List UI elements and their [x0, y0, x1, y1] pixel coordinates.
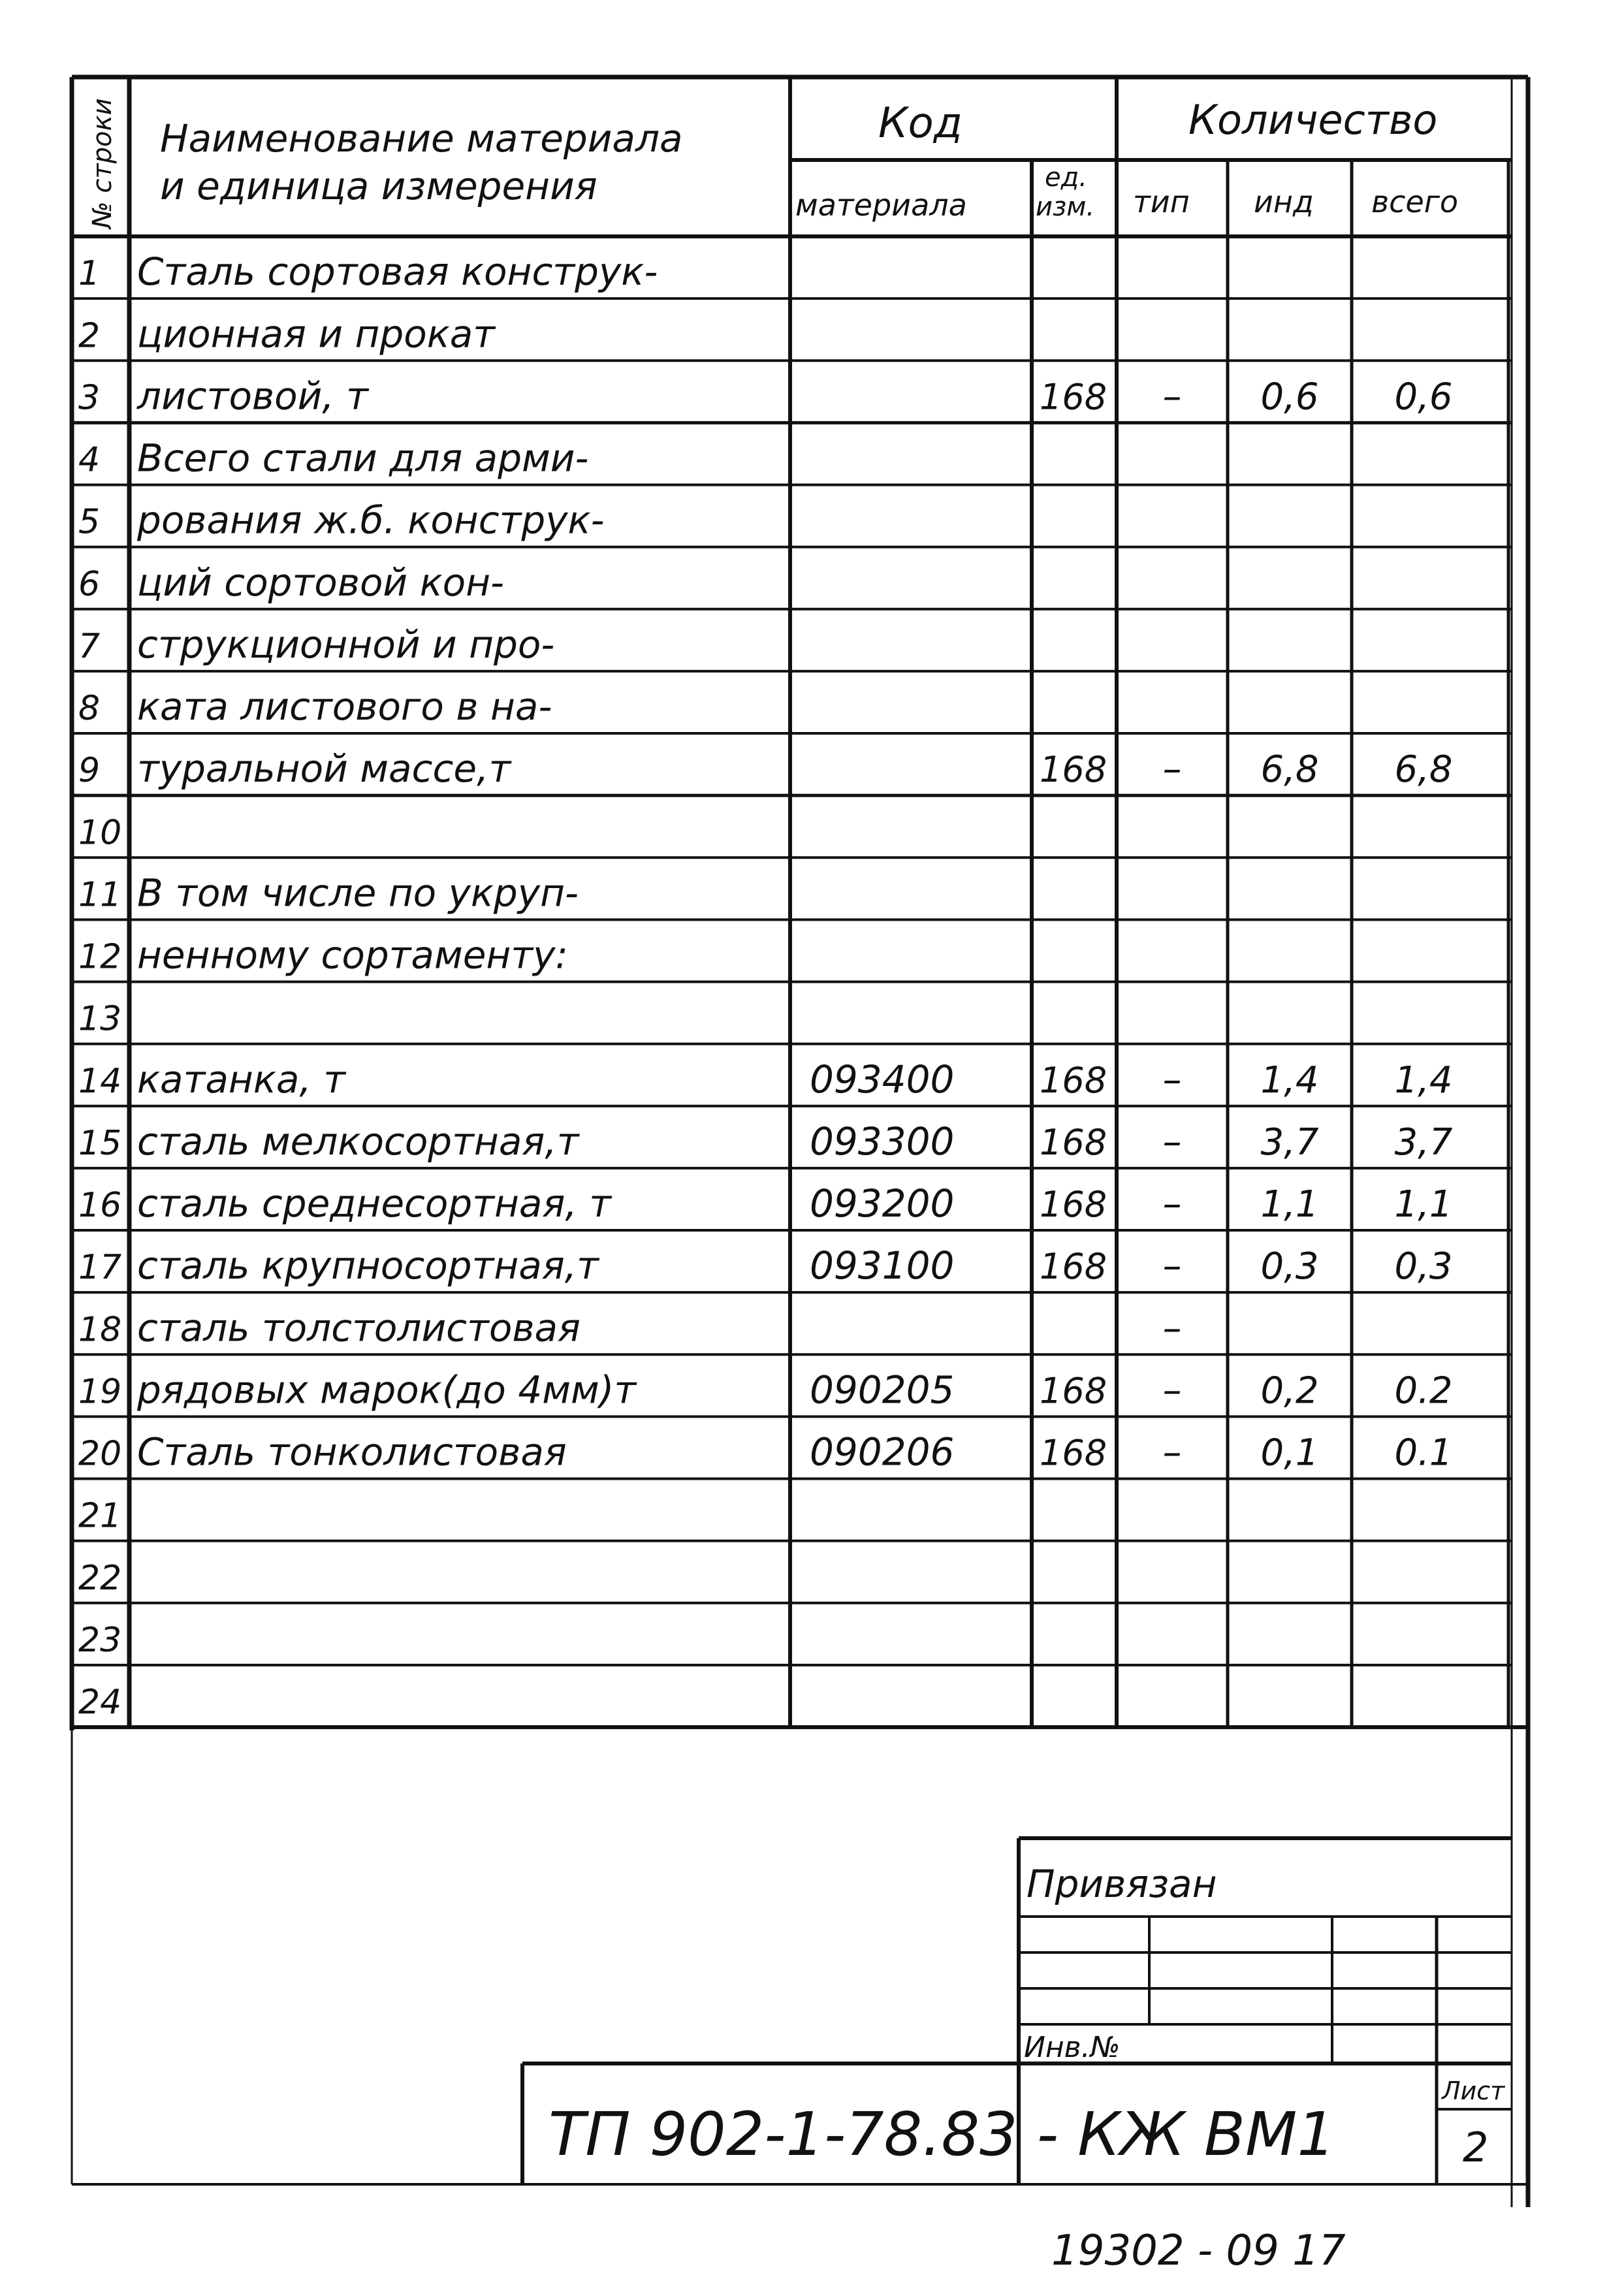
cell-material-name: Сталь сортовая конструк-	[137, 249, 658, 295]
cell-qty-type: –	[1162, 374, 1182, 419]
table-row	[78, 746, 1453, 791]
cell-row-number: 13	[78, 999, 122, 1039]
table-row	[78, 1000, 121, 1039]
cell-qty-ind: 6,8	[1260, 748, 1319, 791]
cell-row-number: 24	[78, 1683, 122, 1723]
cell-row-number: 23	[78, 1620, 122, 1660]
code-group-header: Код	[878, 99, 963, 148]
cell-material-name: листовой, т	[137, 374, 368, 419]
document-code: ТП 902-1-78.83 - КЖ ВМ1	[549, 2099, 1335, 2169]
table-row	[78, 1181, 1453, 1226]
linked-label: Привязан	[1027, 1862, 1217, 1906]
table-body	[78, 249, 1453, 1722]
cell-qty-ind: 1,1	[1260, 1183, 1319, 1226]
table-row	[78, 1367, 1453, 1412]
cell-material-name: ций сортовой кон-	[137, 560, 504, 605]
cell-unit-code: 168	[1040, 1370, 1107, 1412]
cell-material-code: 093400	[810, 1057, 955, 1102]
table-row	[78, 1621, 121, 1660]
cell-qty-total: 6,8	[1394, 748, 1453, 791]
cell-qty-total: 0.2	[1394, 1369, 1453, 1412]
table-row	[78, 249, 658, 294]
table-row	[78, 1305, 1182, 1350]
table-row	[78, 560, 504, 605]
table-row	[78, 1057, 1453, 1102]
table-row	[78, 1243, 1453, 1288]
table-row	[78, 1119, 1453, 1164]
table-row	[78, 1559, 121, 1598]
footer-archive-number: 19302 - 09 17	[1051, 2227, 1346, 2275]
cell-material-code: 090206	[810, 1429, 955, 1474]
cell-row-number: 12	[78, 937, 122, 977]
table-header	[88, 96, 1458, 230]
cell-unit-code: 168	[1040, 1121, 1107, 1163]
cell-row-number: 22	[78, 1558, 122, 1598]
cell-material-code: 093200	[810, 1181, 955, 1226]
code-unit-header-1: ед.	[1045, 163, 1087, 193]
cell-qty-type: –	[1162, 1181, 1182, 1226]
table-row	[78, 1683, 121, 1722]
cell-material-name: катанка, т	[137, 1057, 346, 1102]
cell-unit-code: 168	[1040, 749, 1107, 791]
cell-row-number: 7	[78, 626, 101, 666]
table-row	[78, 1497, 121, 1536]
cell-material-name: сталь среднесортная, т	[137, 1181, 611, 1226]
cell-qty-total: 1,4	[1394, 1059, 1453, 1102]
cell-material-name: Сталь тонколистовая	[137, 1429, 567, 1474]
cell-material-name: струкционной и про-	[137, 622, 555, 667]
cell-qty-total: 0,3	[1394, 1245, 1453, 1288]
table-row	[78, 498, 605, 543]
cell-material-name: туральной массе,т	[137, 746, 511, 791]
cell-material-name: сталь мелкосортная,т	[137, 1119, 579, 1164]
cell-material-name: сталь крупносортная,т	[137, 1243, 599, 1288]
cell-row-number: 10	[78, 813, 122, 853]
cell-row-number: 5	[78, 502, 101, 542]
cell-row-number: 14	[78, 1061, 122, 1101]
table-row	[78, 870, 579, 915]
cell-unit-code: 168	[1040, 1246, 1107, 1288]
cell-row-number: 6	[78, 564, 101, 604]
cell-qty-total: 0.1	[1394, 1431, 1453, 1474]
row-number-header: № строки	[88, 98, 118, 229]
cell-unit-code: 168	[1040, 1432, 1107, 1474]
cell-material-name: рядовых марок(до 4мм)т	[137, 1367, 637, 1412]
cell-row-number: 17	[78, 1248, 122, 1288]
cell-row-number: 11	[78, 875, 122, 915]
quantity-group-header: Количество	[1188, 96, 1438, 144]
cell-qty-ind: 0,3	[1260, 1245, 1319, 1288]
cell-qty-ind: 1,4	[1260, 1059, 1319, 1102]
cell-row-number: 15	[78, 1123, 122, 1163]
cell-row-number: 9	[78, 751, 101, 791]
cell-material-name: сталь толстолистовая	[137, 1305, 581, 1350]
quantity-total-header: всего	[1371, 184, 1459, 219]
cell-row-number: 8	[78, 689, 101, 729]
table-row	[78, 1430, 1453, 1474]
table-row	[78, 311, 496, 356]
cell-material-code: 090205	[810, 1367, 955, 1412]
inventory-number-label: Инв.№	[1024, 2031, 1121, 2064]
code-unit-header-2: изм.	[1036, 192, 1095, 222]
cell-material-name: В том числе по укруп-	[137, 870, 579, 916]
cell-row-number: 18	[78, 1310, 122, 1350]
cell-material-code: 093300	[810, 1119, 955, 1164]
cell-row-number: 19	[78, 1372, 122, 1412]
quantity-type-header: тип	[1133, 184, 1190, 219]
cell-qty-ind: 0,2	[1260, 1369, 1319, 1412]
cell-material-name: рования ж.б. конструк-	[137, 498, 605, 543]
table-row	[78, 622, 554, 667]
cell-material-code: 093100	[810, 1243, 955, 1288]
cell-qty-type: –	[1162, 1119, 1182, 1164]
cell-qty-type: –	[1162, 1243, 1182, 1288]
cell-unit-code: 168	[1040, 1184, 1107, 1226]
table-row	[78, 436, 588, 481]
cell-qty-type: –	[1162, 1305, 1182, 1350]
cell-row-number: 16	[78, 1186, 122, 1226]
sheet-label: Лист	[1442, 2077, 1505, 2105]
quantity-ind-header: инд	[1254, 184, 1314, 219]
name-header-line1: Наименование материала	[160, 116, 683, 161]
cell-qty-total: 1,1	[1394, 1183, 1453, 1226]
cell-unit-code: 168	[1040, 1059, 1107, 1101]
cell-qty-ind: 3,7	[1260, 1121, 1319, 1164]
cell-row-number: 3	[78, 378, 101, 418]
title-block	[549, 1862, 1506, 2171]
cell-unit-code: 168	[1040, 376, 1107, 418]
cell-material-name: Всего стали для арми-	[137, 436, 589, 481]
code-material-header: материала	[795, 187, 967, 223]
table-row	[78, 933, 568, 978]
cell-row-number: 1	[78, 254, 101, 294]
cell-qty-ind: 0,6	[1260, 375, 1319, 419]
cell-material-name: ненному сортаменту:	[137, 932, 568, 978]
cell-row-number: 2	[78, 316, 101, 356]
cell-row-number: 20	[78, 1434, 122, 1474]
name-header-line2: и единица измерения	[160, 164, 597, 208]
table-row	[78, 813, 121, 852]
cell-qty-type: –	[1162, 1367, 1182, 1412]
cell-row-number: 4	[78, 440, 101, 480]
cell-qty-type: –	[1162, 1429, 1182, 1474]
table-row	[78, 684, 552, 729]
cell-qty-total: 0,6	[1394, 375, 1453, 419]
cell-qty-ind: 0,1	[1260, 1431, 1319, 1474]
cell-qty-type: –	[1162, 1057, 1182, 1102]
sheet-number: 2	[1463, 2124, 1489, 2171]
table-row	[78, 374, 1453, 418]
cell-material-name: ционная и прокат	[137, 311, 496, 357]
cell-qty-total: 3,7	[1394, 1121, 1453, 1164]
cell-qty-type: –	[1162, 746, 1182, 791]
cell-row-number: 21	[78, 1496, 122, 1536]
cell-material-name: ката листового в на-	[137, 684, 552, 729]
